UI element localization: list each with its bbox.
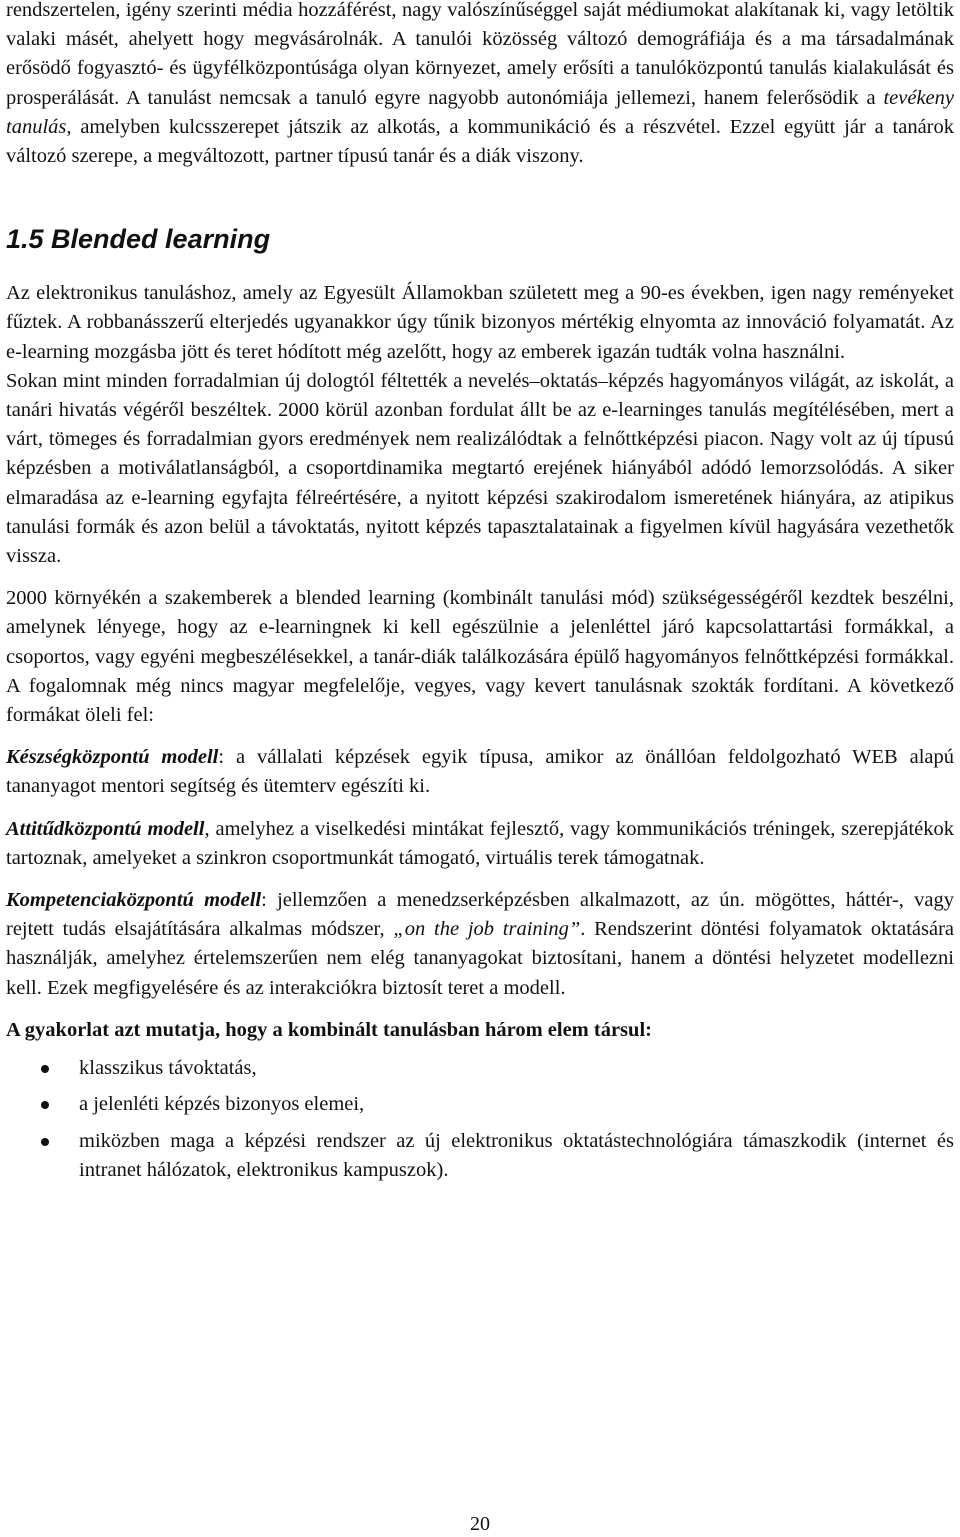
model-title: Készségközpontú modell	[6, 746, 219, 769]
bullet-icon	[41, 1065, 49, 1073]
list-item-text: klasszikus távoktatás,	[79, 1057, 257, 1080]
model-description: , amelyhez a viselkedési mintákat fejlesztő, vagy kommunikációs tréningek, szerepjátékok tartoznak, amelyeket a szinkron csoportmunkát támogató, virtuális terek támogatnak.	[6, 817, 954, 869]
paragraph-elearning-failure: Sokan mint minden forradalmian új dologtól féltették a nevelés–oktatás–képzés hagyományos világát, az iskolát, a tanári hivatás végéről beszéltek. 2000 körül azonban fordulat állt be az e-learninges tanulás megítélésében, mert a várt, tömeges és forradalmian gyors eredmények nem realizálódtak a felnőttképzési piacon. Nagy volt az új típusú képzésben a motiválatlanságból, a csoportdinamika megtartó erejének hiányából adódó lemorzsolódás. A siker elmaradása az e-learning egyfajta félreértésére, a nyitott képzési szakirodalom ismeretének hiányára, az atipikus tanulási formák és azon belül a távoktatás, nyitott képzés tapasztalatainak a figyelmen kívül hagyására vezethetők vissza.	[6, 369, 954, 568]
bullet-icon	[41, 1138, 49, 1146]
intro-emphasis: tevékeny tanulás	[6, 86, 954, 138]
model-description: : jellemzően a menedzserképzésben alkalmazott, az ún. mögöttes, háttér-, vagy rejtett tudás elsajátítására alkalmas módszer,	[6, 889, 955, 941]
model-quote: „on the job training”	[393, 918, 581, 941]
model-skill-centered	[6, 743, 954, 801]
summary-bullet-list	[6, 1054, 954, 1185]
intro-line: rendszertelen, igény szerinti média hozzáférést, nagy valószínűséggel saját médiumokat alakítanak ki, vagy letöltik valaki másét, ahelyett hogy megvásárolnák.	[6, 0, 954, 51]
list-item-text: miközben maga a képzési rendszer az új elektronikus oktatástechnológiára támaszkodik (internet és intranet hálózatok, elektronikus kampuszok).	[79, 1129, 954, 1181]
intro-text-b-tail: , amelyben kulcsszerepet játszik az alkotás, a kommunikáció és a részvétel.	[66, 115, 721, 138]
intro-text-b: A tanulást nemcsak a tanuló egyre nagyobb autonómiája jellemezi, hanem felerősödik a	[126, 86, 876, 109]
model-description: : a vállalati képzések egyik típusa, amikor az önállóan feldolgozható WEB alapú tananyagot mentori segítség és ütemterv egészíti ki.	[6, 746, 954, 798]
summary-lead: A gyakorlat azt mutatja, hogy a kombinált tanulásban három elem társul:	[6, 1018, 652, 1041]
list-item	[6, 1054, 954, 1083]
bullet-icon	[41, 1101, 49, 1109]
page-number: 20	[470, 1513, 490, 1535]
list-item-text: a jelenléti képzés bizonyos elemei,	[79, 1093, 365, 1116]
paragraph-elearning-history: Az elektronikus tanuláshoz, amely az Egyesült Államokban született meg a 90-es években, igen nagy reményeket fűztek. A robbanásszerű elterjedés ugyanakkor úgy tűnik bizonyos mértékig elnyomta az innováció folyamatát. Az e-learning mozgásba jött és teret hódított még azelőtt, hogy az emberek igazán tudták volna használni.	[6, 282, 954, 363]
intro-paragraph-continued	[6, 0, 954, 171]
paragraph-blended-definition: 2000 környékén a szakemberek a blended learning (kombinált tanulási mód) szükségességéről kezdtek beszélni, amelynek lényege, hogy az e-learningnek ki kell egészülnie a jelenléttel járó kapcsolattartási formákkal, a csoportos, vagy egyéni megbeszélésekkel, a tanár-diák találkozására épülő hagyományos felnőttképzési formákkal. A fogalomnak még nincs magyar megfelelője, vegyes, vagy kevert tanulásnak szokták fordítani. A következő formákat öleli fel:	[6, 587, 954, 727]
intro-text-a: A tanulói közösség változó demográfiája és a ma társadalmának erősödő fogyasztó- és ügyfélközpontúsága olyan környezet, amely erősíti a tanulóközpontú tanulás kialakulását és prosperálását.	[6, 28, 955, 109]
list-item	[6, 1090, 954, 1119]
intro-text-c: Ezzel együtt jár a tanárok változó szerepe, a megváltozott, partner típusú tanár és a diák viszony.	[6, 115, 954, 168]
list-item	[6, 1127, 954, 1185]
model-description-tail: . Rendszerint döntési folyamatok oktatására használják, amelyhez értelemszerűen nem elég tananyagokat biztosítani, hanem a döntési helyzetet modellezni kell. Ezek megfigyelésére és az interakciókra biztosít teret a modell.	[6, 918, 955, 999]
section-heading: 1.5 Blended learning	[6, 224, 271, 255]
model-attitude-centered	[6, 815, 954, 873]
document-page	[6, 0, 954, 1192]
model-title: Attitűdközpontú modell	[6, 817, 205, 840]
model-title: Kompetenciaközpontú modell	[6, 889, 262, 912]
model-competence-centered	[6, 886, 954, 1003]
